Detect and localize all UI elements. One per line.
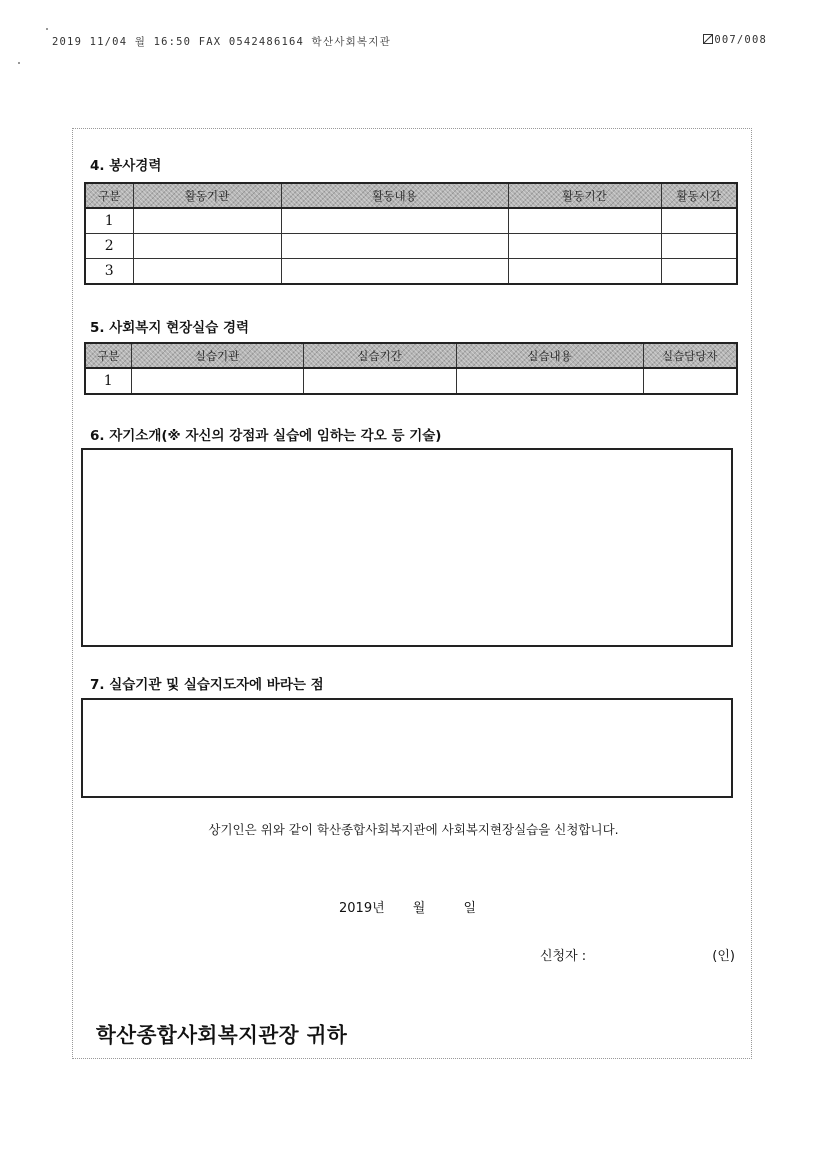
table-row: [85, 208, 737, 234]
row-number: 1: [85, 368, 131, 394]
table-cell[interactable]: [281, 234, 508, 259]
table-cell[interactable]: [661, 208, 737, 234]
table-cell[interactable]: [131, 368, 303, 394]
table-cell[interactable]: [281, 208, 508, 234]
section4-title: 4. 봉사경력: [90, 158, 162, 174]
column-header: 실습기간: [303, 343, 456, 368]
volunteer-history-table: [84, 182, 738, 285]
fax-page-icon: [703, 34, 713, 44]
table-cell[interactable]: [661, 234, 737, 259]
table-cell[interactable]: [508, 259, 661, 285]
table-cell[interactable]: [281, 259, 508, 285]
scan-speck: [18, 62, 20, 64]
column-header: 실습담당자: [643, 343, 737, 368]
section7-title: 7. 실습기관 및 실습지도자에 바라는 점: [90, 677, 324, 693]
fax-header-info: 2019 11/04 월 16:50 FAX 0542486164 학산사회복지관: [52, 36, 391, 48]
practicum-history-table: [84, 342, 738, 395]
table-header-row: [85, 183, 737, 208]
fax-header: [0, 34, 827, 50]
table-cell[interactable]: [133, 208, 281, 234]
date-month: 월: [412, 901, 426, 916]
column-header: 구분: [85, 183, 133, 208]
table-cell[interactable]: [508, 208, 661, 234]
column-header: 구분: [85, 343, 131, 368]
table-row: [85, 259, 737, 285]
section5-title: 5. 사회복지 현장실습 경력: [90, 320, 250, 336]
table-cell[interactable]: [456, 368, 643, 394]
fax-page-count: 007/008: [714, 34, 767, 46]
application-statement: 상기인은 위와 같이 학산종합사회복지관에 사회복지현장실습을 신청합니다.: [208, 822, 619, 837]
applicant-signature-line: [540, 945, 735, 964]
row-number: 3: [85, 259, 133, 285]
column-header: 실습내용: [456, 343, 643, 368]
column-header: 활동내용: [281, 183, 508, 208]
addressee: 학산종합사회복지관장 귀하: [96, 1023, 348, 1047]
table-cell[interactable]: [661, 259, 737, 285]
table-header-row: [85, 343, 737, 368]
application-date: [339, 897, 476, 916]
section6-title: 6. 자기소개(※ 자신의 강점과 실습에 임하는 각오 등 기술): [90, 428, 442, 444]
table-cell[interactable]: [508, 234, 661, 259]
scan-speck: [46, 28, 48, 30]
seal-mark: (인): [712, 949, 735, 964]
table-row: [85, 234, 737, 259]
row-number: 1: [85, 208, 133, 234]
self-introduction-field[interactable]: [81, 448, 733, 647]
expectations-field[interactable]: [81, 698, 733, 798]
table-cell[interactable]: [133, 259, 281, 285]
column-header: 활동시간: [661, 183, 737, 208]
table-cell[interactable]: [303, 368, 456, 394]
table-row: [85, 368, 737, 394]
column-header: 실습기관: [131, 343, 303, 368]
date-day: 일: [463, 901, 477, 916]
table-cell[interactable]: [643, 368, 737, 394]
column-header: 활동기간: [508, 183, 661, 208]
column-header: 활동기관: [133, 183, 281, 208]
date-year: 2019년: [339, 901, 385, 916]
table-cell[interactable]: [133, 234, 281, 259]
row-number: 2: [85, 234, 133, 259]
fax-page-number: [703, 34, 767, 46]
applicant-label: 신청자 :: [540, 949, 587, 964]
